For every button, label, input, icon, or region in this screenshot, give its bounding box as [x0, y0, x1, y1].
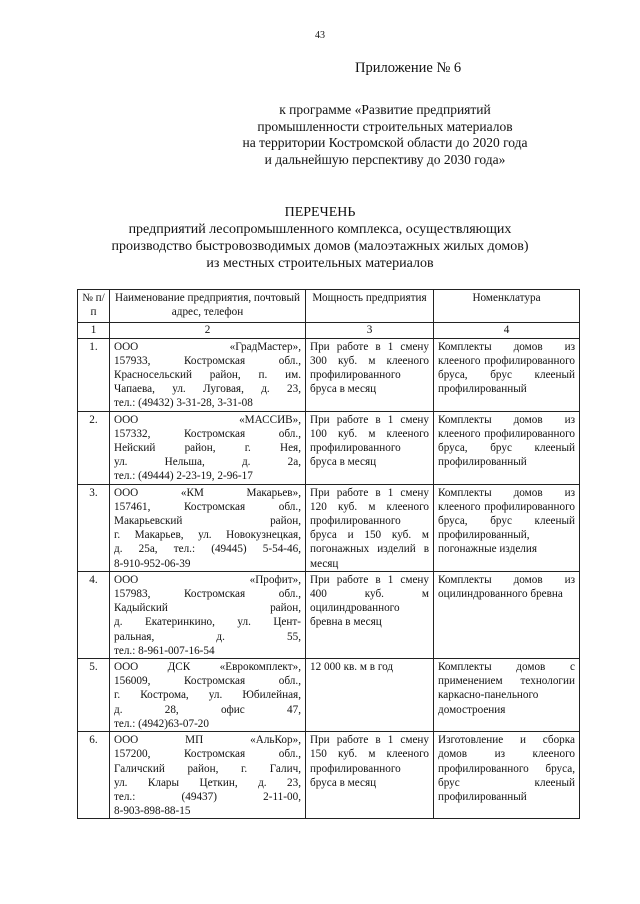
header-num: № п/п — [78, 290, 110, 323]
address-line: Макарьевский район, — [114, 515, 301, 528]
program-line: к программе «Развитие предприятий — [279, 102, 491, 117]
column-index: 4 — [434, 323, 580, 338]
address-line: 157200, Костромская обл., — [114, 748, 301, 761]
address-line: ООО МП «АльКор», — [114, 734, 301, 747]
address-line: 156009, Костромская обл., — [114, 675, 301, 688]
address-line: тел.: (49444) 2-23-19, 2-96-17 — [114, 470, 253, 483]
column-index: 2 — [110, 323, 306, 338]
address-line: Кадыйский район, — [114, 602, 301, 615]
enterprise-capacity: При работе в 1 смену 120 куб. м клееного профилированного бруса и 150 куб. м погонажных изделий в месяц — [306, 484, 434, 571]
address-line: 8-903-898-88-15 — [114, 805, 191, 818]
header-capacity: Мощность предприятия — [306, 290, 434, 323]
address-line: тел.: (49437) 2-11-00, — [114, 790, 301, 803]
address-line: ул. Клары Цеткин, д. 23, — [114, 776, 301, 789]
program-reference — [200, 102, 570, 168]
table-header-row — [78, 290, 580, 323]
address-line: ООО ДСК «Еврокомплект», — [114, 661, 301, 674]
enterprise-name-address — [110, 338, 306, 411]
address-line: д. Екатеринкино, ул. Цент- — [114, 616, 301, 629]
enterprise-nomenclature: Комплекты домов из клееного профилированного бруса, брус клееный профилированный — [434, 411, 580, 484]
enterprise-name-address — [110, 571, 306, 658]
address-line: ул. Нельша, д. 2а, — [114, 456, 301, 469]
list-title-line: из местных строительных материалов — [206, 256, 434, 271]
address-line: 157983, Костромская обл., — [114, 588, 301, 601]
enterprise-name-address — [110, 732, 306, 819]
enterprise-name-address — [110, 411, 306, 484]
table-row — [78, 411, 580, 484]
table-row — [78, 338, 580, 411]
address-line: ООО «ГрадМастер», — [114, 340, 301, 353]
table-row — [78, 732, 580, 819]
address-line: Красносельский район, п. им. — [114, 369, 301, 382]
address-line: ООО «Профит», — [114, 573, 301, 586]
address-line: тел.: (4942)63-07-20 — [114, 717, 209, 730]
row-number: 2. — [78, 411, 110, 484]
appendix-title: Приложение № 6 — [355, 60, 462, 76]
address-line: д. 25а, тел.: (49445) 5-54-46, — [114, 543, 301, 556]
header-name: Наименование предприятия, почтовый адрес, телефон — [110, 290, 306, 323]
address-line: 157461, Костромская обл., — [114, 500, 301, 513]
enterprise-table — [77, 289, 580, 819]
row-number: 3. — [78, 484, 110, 571]
address-line: ральная, д. 55, — [114, 630, 301, 643]
address-line: 157332, Костромская обл., — [114, 427, 301, 440]
address-line: тел.: (49432) 3-31-28, 3-31-08 — [114, 397, 253, 410]
address-line: д. 28, офис 47, — [114, 703, 301, 716]
list-title-line: предприятий лесопромышленного комплекса, осуществляющих — [128, 222, 512, 237]
address-line: г. Кострома, ул. Юбилейная, — [114, 689, 301, 702]
address-line: 8-910-952-06-39 — [114, 557, 191, 570]
enterprise-capacity: При работе в 1 смену 400 куб. м оцилиндрованного бревна в месяц — [306, 571, 434, 658]
list-heading: ПЕРЕЧЕНЬ — [284, 205, 356, 220]
address-line: Нейский район, г. Нея, — [114, 442, 301, 455]
enterprise-nomenclature: Комплекты домов из оцилиндрованного бревна — [434, 571, 580, 658]
row-number: 4. — [78, 571, 110, 658]
list-title — [0, 204, 640, 272]
address-line: Галичский район, г. Галич, — [114, 762, 301, 775]
column-index-row — [78, 323, 580, 338]
enterprise-nomenclature: Комплекты домов с применением технологии каркасно-панельного домостроения — [434, 659, 580, 732]
address-line: 157933, Костромская обл., — [114, 354, 301, 367]
table-row — [78, 659, 580, 732]
enterprise-capacity: 12 000 кв. м в год — [306, 659, 434, 732]
address-line: г. Макарьев, ул. Новокузнецкая, — [114, 529, 301, 542]
enterprise-capacity: При работе в 1 смену 300 куб. м клееного профилированного бруса в месяц — [306, 338, 434, 411]
enterprise-nomenclature: Комплекты домов из клееного профилированного бруса, брус клееный профилированный — [434, 338, 580, 411]
enterprise-name-address — [110, 484, 306, 571]
row-number: 6. — [78, 732, 110, 819]
address-line: Чапаева, ул. Луговая, д. 23, — [114, 383, 301, 396]
enterprise-capacity: При работе в 1 смену 150 куб. м клееного профилированного бруса в месяц — [306, 732, 434, 819]
row-number: 5. — [78, 659, 110, 732]
page-number: 43 — [315, 30, 325, 41]
list-title-line: производство быстровозводимых домов (малоэтажных жилых домов) — [111, 239, 529, 254]
table-row — [78, 571, 580, 658]
enterprise-nomenclature: Изготовление и сборка домов из клееного профилированного бруса, брус клееный профилированный — [434, 732, 580, 819]
program-line: на территории Костромской области до 2020 года — [242, 135, 528, 150]
program-line: промышленности строительных материалов — [257, 118, 513, 134]
enterprise-capacity: При работе в 1 смену 100 куб. м клееного профилированного бруса в месяц — [306, 411, 434, 484]
enterprise-name-address — [110, 659, 306, 732]
address-line: тел.: 8-961-007-16-54 — [114, 644, 215, 657]
enterprise-nomenclature: Комплекты домов из клееного профилированного бруса, брус клееный профилированный, погонажные изделия — [434, 484, 580, 571]
header-nomenclature: Номенклатура — [434, 290, 580, 323]
address-line: ООО «МАССИВ», — [114, 413, 301, 426]
row-number: 1. — [78, 338, 110, 411]
table-row — [78, 484, 580, 571]
address-line: ООО «КМ Макарьев», — [114, 486, 301, 499]
column-index: 1 — [78, 323, 110, 338]
program-line: и дальнейшую перспективу до 2030 года» — [264, 151, 506, 167]
column-index: 3 — [306, 323, 434, 338]
